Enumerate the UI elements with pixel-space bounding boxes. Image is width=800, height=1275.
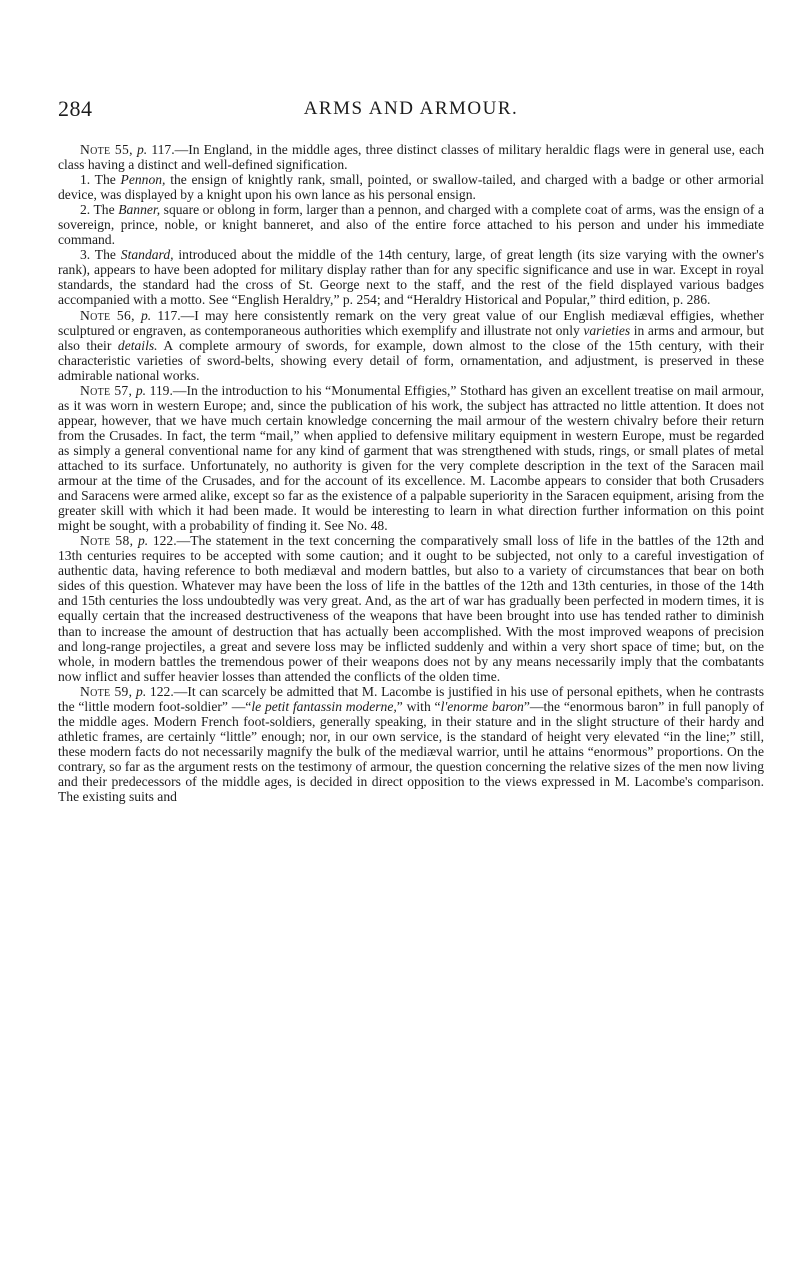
item-number: 2. (80, 202, 91, 218)
running-title: ARMS AND ARMOUR. (303, 98, 519, 119)
note-57 (58, 383, 764, 533)
page-ref: 119. (149, 382, 173, 398)
page-ref-abbr: p. (136, 142, 148, 157)
note-label: Note 57, (80, 382, 133, 398)
note-label: Note 56, (80, 307, 135, 323)
book-page (58, 96, 764, 804)
item-text: introduced about the middle of the 14th century, large, of great length (its size varying with the owner's rank), appears to have been adopted for military display rather than for any specific significance and use in war. Except in royal standards, the standard had the cross of St. George next to the staff, and the rest of the field displayed various badges accompanied with a motto. See “English Heraldry,” p. 254; and “Heraldry Historical and Popular,” third edition, p. 286. (58, 247, 764, 308)
page-ref: 122. (152, 533, 177, 549)
item-term: Banner, (118, 202, 161, 218)
page-number: 284 (58, 96, 93, 121)
note-label: Note 55, (80, 142, 133, 157)
note-text: ” with “ (396, 698, 441, 714)
item-pre: The (94, 172, 116, 188)
note-text: —The statement in the text concerning the comparatively small loss of life in the battles of the 12th and 13th centuries requires to be accepted with some caution; and it ought to be subjected, not only to a careful investigation of authentic data, having reference to both mediæval and modern battles, but also to a variety of circumstances that bear on both sides of this question. Whatever may have been the loss of life in the battles of the 12th and 13th centuries, in those of the 14th and 15th centuries the loss undoubtedly was very great. And, as the art of war has gradually been perfected in modern times, it is equally certain that the increased destructiveness of the weapons that have been brought into use has tended rather to diminish than to increase the amount of destruction that has actually been accomplished. With the most improved weapons of precision and long-range projectiles, a great and severe loss may be inflicted suddenly and within a very short space of time; but, on the whole, in modern battles the tremendous power of their weapons does not by any means necessarily imply that the combatants now inflict and suffer heavier losses than attended the conflicts of the olden time. (58, 533, 764, 684)
item-pre: The (94, 247, 116, 263)
page-ref-abbr: p. (141, 307, 152, 323)
item-number: 1. (80, 172, 91, 188)
note-label: Note 59, (80, 683, 133, 699)
note-text: —It can scarcely be admitted that M. Lacombe is justified in his use of personal epithets, when he contrasts the “little modern foot-soldier” —“ (58, 683, 764, 714)
item-text: square or oblong in form, larger than a pennon, and charged with a complete coat of arms, was the ensign of a sovereign, prince, noble, or knight banneret, and also of the entire force attached to his person and under his immediate command. (58, 202, 765, 248)
item-term: Standard, (120, 247, 174, 263)
page-ref: 117. (151, 142, 175, 157)
note-55-item-3 (58, 247, 764, 307)
item-pre: The (93, 202, 115, 218)
page-ref: 117. (157, 307, 181, 323)
page-ref: 122. (149, 683, 174, 699)
note-text: A complete armoury of swords, for example, down almost to the close of the 15th century, with their characteristic varieties of sword-belts, showing every detail of form, ornamentation, and adjustment, is preserved in these admirable national works. (58, 337, 764, 383)
note-56 (58, 308, 764, 383)
note-55-item-2 (58, 202, 764, 247)
note-text: —In the introduction to his “Monumental Effigies,” Stothard has given an excellent treatise on mail armour, as it was worn in western Europe; and, since the publication of his work, the subject has attracted no little attention. It does not appear, however, that we have much certain knowledge concerning the mail armour of the western chivalry before their return from the Crusades. In fact, the term “mail,” when applied to defensive military equipment in western Europe, must be regarded as simply a general conventional name for any kind of garment that was strengthened with studs, rings, or small plates of metal attached to its surface. Unfortunately, no authority is given for the very complete description in the text of the Saracen mail armour at the time of the Crusades, and for the account of its excellence. M. Lacombe appears to consider that both Crusaders and Saracens were armed alike, except so far as the existence of a palpable superiority in the Saracen equipment, arising from the greater skill with which it had been made. It would be interesting to learn in what direction further information on this point might be sought, with a probability of finding it. See No. 48. (58, 382, 765, 534)
item-text: the ensign of knightly rank, small, pointed, or swallow-tailed, and charged with a badge or other armorial device, was displayed by a knight upon his own lance as his personal ensign. (58, 172, 764, 203)
emphasis: l'enorme baron (440, 698, 524, 714)
emphasis: le petit fantassin moderne, (251, 698, 397, 714)
note-text: in arms and armour, but also their (58, 322, 764, 353)
emphasis: varieties (583, 322, 631, 338)
note-59 (58, 684, 764, 804)
note-55-item-1 (58, 172, 764, 202)
note-label: Note 58, (80, 533, 134, 549)
page-ref-abbr: p. (135, 382, 147, 398)
page-header (58, 96, 764, 126)
page-ref-abbr: p. (137, 533, 149, 549)
emphasis: details. (117, 337, 158, 353)
notes-body (58, 142, 764, 804)
note-text: ”—the “enormous baron” in full panoply of the middle ages. Modern French foot-soldiers, generally speaking, in their stature and in the slight structure of their hardy and athletic frames, are certainly “little” enough; nor, in our own service, is the standard of height very elevated “in the line;” still, these modern facts do not necessarily magnify the bulk of the mediæval warrior, until he attains “enormous” proportions. On the contrary, so far as the argument rests on the testimony of armour, the question concerning the relative sizes of the men now living and their predecessors of the middle ages, is decided in direct opposition to the views expressed in M. Lacombe's comparison. The existing suits and (58, 698, 764, 805)
note-58 (58, 533, 764, 683)
item-number: 3. (80, 247, 91, 263)
note-text: —In England, in the middle ages, three distinct classes of military heraldic flags were in general use, each class having a distinct and well-defined signification. (58, 142, 765, 173)
note-text: —I may here consistently remark on the very great value of our English mediæval effigies, whether sculptured or engraven, as contemporaneous authorities which exemplify and illustrate not only (58, 307, 765, 338)
page-ref-abbr: p. (136, 683, 147, 699)
item-term: Pennon, (120, 172, 166, 188)
note-55 (58, 142, 764, 172)
